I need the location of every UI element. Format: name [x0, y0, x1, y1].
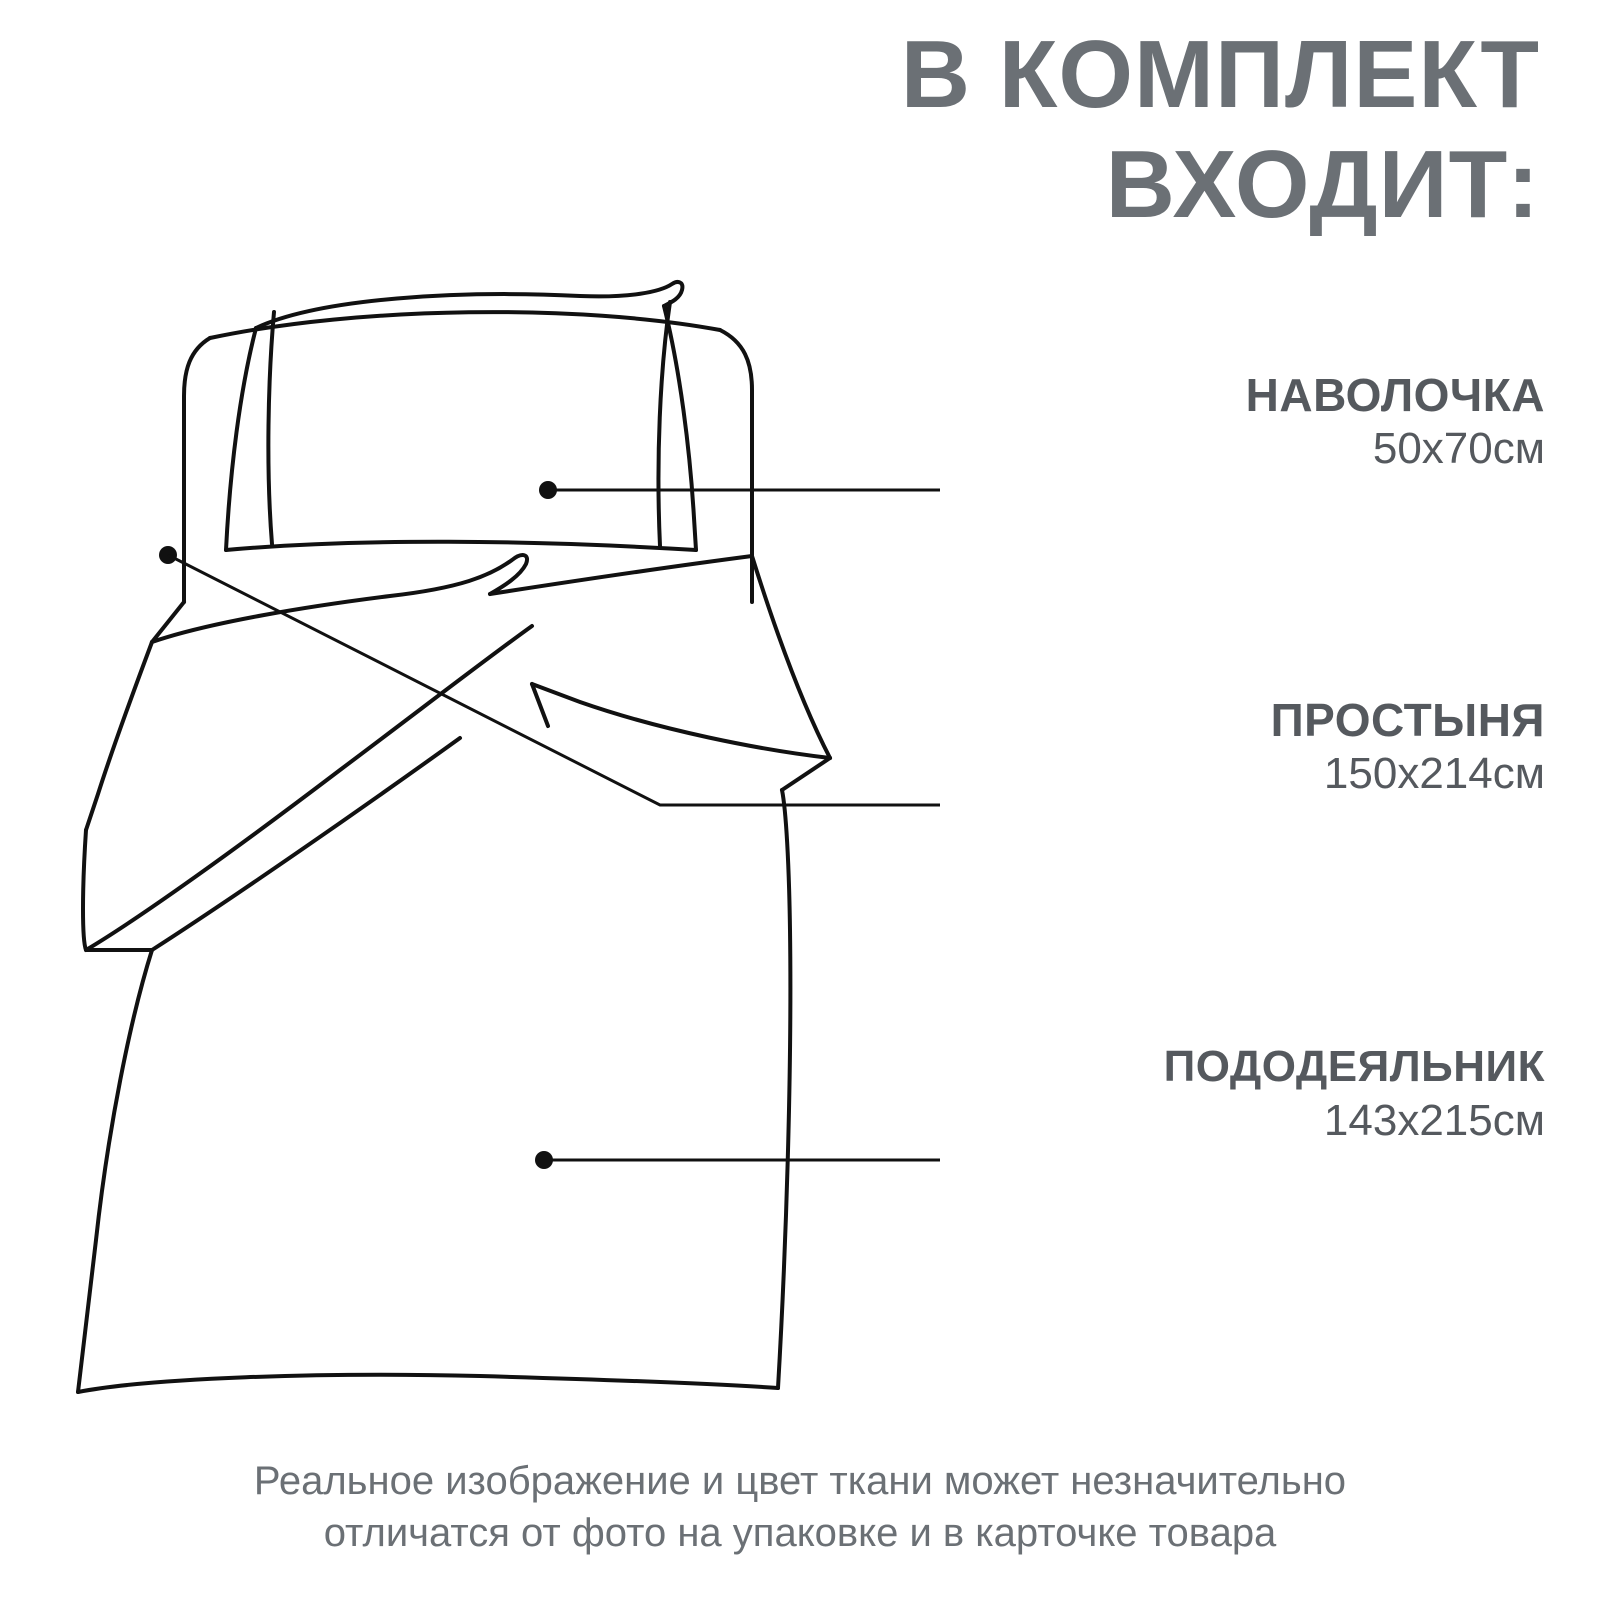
- sheet-fold-upper-right: [490, 556, 752, 594]
- duvet-diagonal-crease: [86, 626, 532, 950]
- duvet-bottom-edge: [78, 1375, 778, 1392]
- pillow-fold-left: [268, 312, 274, 544]
- duvet-right-edge: [778, 790, 790, 1388]
- duvet-left-edge: [78, 950, 152, 1392]
- sheet-fold-upper: [152, 555, 527, 642]
- pillow-fold-right: [658, 302, 670, 546]
- page-title-line2: ВХОДИТ:: [1105, 131, 1540, 238]
- sheet-fold-bottom: [532, 684, 830, 758]
- callout-pillowcase-size: 50x70см: [1372, 424, 1545, 473]
- callout-sheet-size: 150x214см: [1323, 749, 1545, 798]
- callout-duvet-name: ПОДОДЕЯЛЬНИК: [1163, 1042, 1545, 1091]
- pillow-bottom-edge: [226, 542, 696, 550]
- sheet-left-top-edge: [184, 338, 210, 602]
- bedding-line-drawing: [60, 250, 940, 1430]
- callout-sheet: [945, 693, 1545, 801]
- callout-leader-duvet: [535, 1151, 940, 1169]
- pillow-right-edge: [664, 306, 696, 550]
- bedding-illustration: [60, 250, 940, 1430]
- duvet-right-top: [782, 758, 830, 790]
- callout-pillowcase: [945, 368, 1545, 476]
- page-title: [480, 20, 1540, 240]
- duvet-left-upper: [83, 830, 86, 950]
- callout-sheet-name: ПРОСТЫНЯ: [1270, 694, 1545, 746]
- pillow-left-edge: [226, 328, 256, 550]
- callout-duvet: [945, 1040, 1545, 1148]
- callout-pillowcase-name: НАВОЛОЧКА: [1245, 369, 1545, 421]
- callout-leader-pillow: [539, 481, 940, 499]
- disclaimer-line1: Реальное изображение и цвет ткани может незначительно: [253, 1459, 1347, 1503]
- callout-duvet-size: 143x215см: [1323, 1096, 1545, 1145]
- disclaimer-line2: отличатся от фото на упаковке и в карточке товара: [323, 1511, 1277, 1555]
- sheet-fold-right-edge: [752, 556, 830, 758]
- duvet-diagonal-crease-2: [152, 738, 460, 950]
- duvet-top-left-edge: [86, 642, 152, 830]
- page-title-line1: В КОМПЛЕКТ: [900, 21, 1540, 128]
- disclaimer: [60, 1455, 1540, 1559]
